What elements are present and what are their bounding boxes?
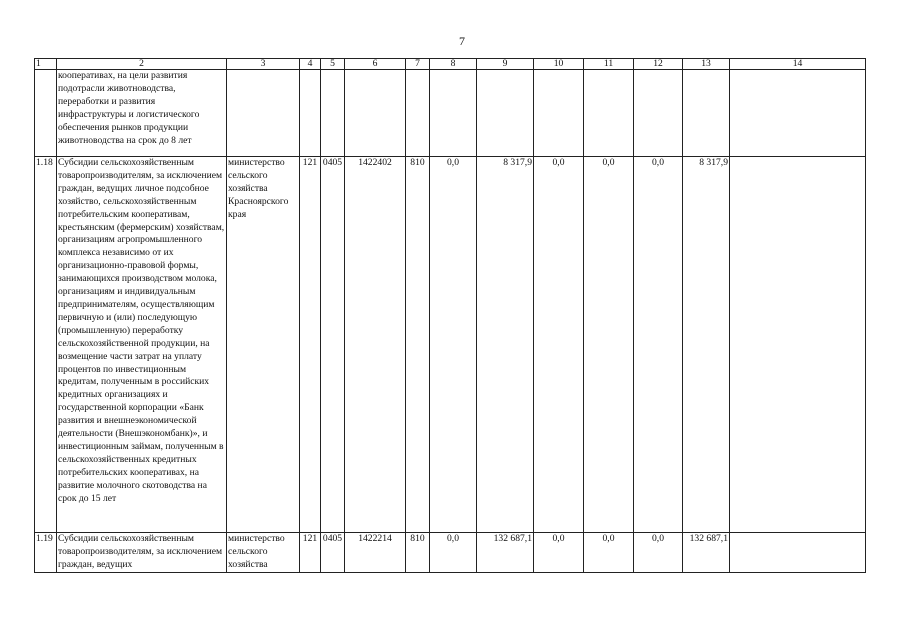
cell-col10: 0,0 [534, 157, 584, 533]
column-header: 14 [730, 59, 866, 70]
cell-col8: 0,0 [430, 533, 477, 573]
cell-col7: 810 [406, 533, 430, 573]
cell-col8 [430, 70, 477, 157]
column-header: 9 [477, 59, 534, 70]
column-header: 4 [300, 59, 321, 70]
cell-col6: 1422214 [345, 533, 406, 573]
cell-col4: 121 [300, 533, 321, 573]
column-header: 6 [345, 59, 406, 70]
cell-col13: 132 687,1 [683, 533, 730, 573]
cell-col14 [730, 70, 866, 157]
column-header: 1 [35, 59, 57, 70]
cell-col13: 8 317,9 [683, 157, 730, 533]
column-header: 11 [584, 59, 634, 70]
cell-col6: 1422402 [345, 157, 406, 533]
column-header: 3 [227, 59, 300, 70]
cell-col14 [730, 157, 866, 533]
cell-col11 [584, 70, 634, 157]
column-header: 7 [406, 59, 430, 70]
table-row [35, 70, 866, 157]
cell-col9: 8 317,9 [477, 157, 534, 533]
cell-col9: 132 687,1 [477, 533, 534, 573]
row-number: 1.19 [35, 533, 57, 573]
page-number: 7 [459, 34, 465, 48]
cell-col5: 0405 [321, 157, 345, 533]
row-organization: министерство сельского хозяйства [227, 533, 300, 573]
row-organization: министерство сельского хозяйства Красноярского края [227, 157, 300, 533]
cell-col10 [534, 70, 584, 157]
cell-col6 [345, 70, 406, 157]
row-description: кооперативах, на цели развития подотрасли животноводства, переработки и развития инфраструктуры и логистического обеспечения рынков продукции животноводства на срок до 8 лет [57, 70, 227, 157]
table-row [35, 533, 866, 573]
column-header: 13 [683, 59, 730, 70]
row-description: Субсидии сельскохозяйственным товаропроизводителям, за исключением граждан, ведущих [57, 533, 227, 573]
cell-col12 [634, 70, 683, 157]
cell-col9 [477, 70, 534, 157]
column-header: 5 [321, 59, 345, 70]
cell-col11: 0,0 [584, 157, 634, 533]
row-number [35, 70, 57, 157]
cell-col12: 0,0 [634, 157, 683, 533]
column-header: 12 [634, 59, 683, 70]
cell-col8: 0,0 [430, 157, 477, 533]
row-organization [227, 70, 300, 157]
cell-col4 [300, 70, 321, 157]
row-description: Субсидии сельскохозяйственным товаропроизводителям, за исключением граждан, ведущих личное подсобное хозяйство, сельскохозяйственным потребительским кооперативам, крестьянским (фермерским) хозяйствам, организациям агропромышленного комплекса независимо от их организационно-правовой формы, занимающихся производством молока, организациям и индивидуальным предпринимателям, осуществляющим первичную и (или) последующую (промышленную) переработку сельскохозяйственной продукции, на возмещение части затрат на уплату процентов по инвестиционным кредитам, полученным в российских кредитных организациях и государственной корпорации «Банк развития и внешнеэкономической деятельности (Внешэкономбанк)», и инвестиционным займам, полученным в сельскохозяйственных кредитных потребительских кооперативах, на развитие молочного скотоводства на срок до 15 лет [57, 157, 227, 533]
column-header: 10 [534, 59, 584, 70]
row-number: 1.18 [35, 157, 57, 533]
cell-col7: 810 [406, 157, 430, 533]
table-row [35, 157, 866, 533]
cell-col10: 0,0 [534, 533, 584, 573]
column-header: 2 [57, 59, 227, 70]
cell-col11: 0,0 [584, 533, 634, 573]
cell-col13 [683, 70, 730, 157]
cell-col5 [321, 70, 345, 157]
cell-col14 [730, 533, 866, 573]
column-number-header-row [35, 59, 866, 70]
cell-col12: 0,0 [634, 533, 683, 573]
cell-col5: 0405 [321, 533, 345, 573]
budget-table [34, 58, 866, 573]
column-header: 8 [430, 59, 477, 70]
cell-col4: 121 [300, 157, 321, 533]
cell-col7 [406, 70, 430, 157]
